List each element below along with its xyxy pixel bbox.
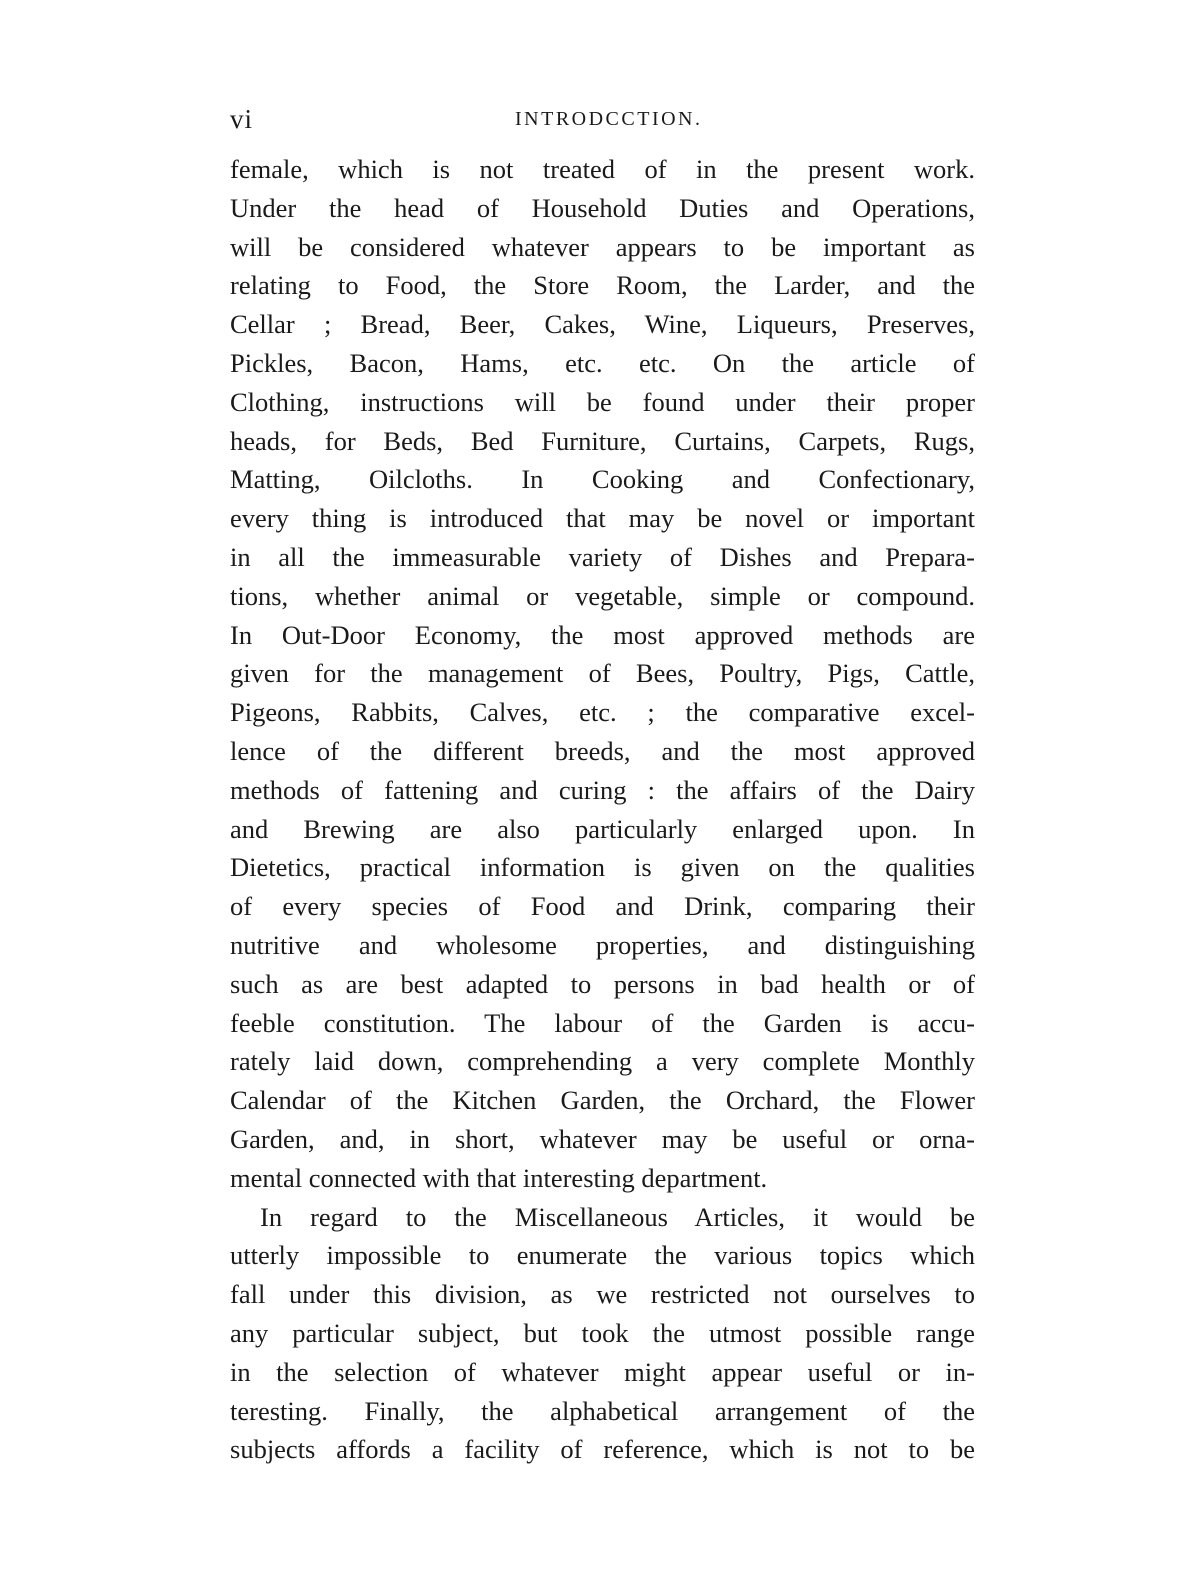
- text-line: mental connected with that interesting department.: [230, 1162, 768, 1193]
- body-text: [230, 150, 975, 1469]
- text-line: In regard to the Miscellaneous Articles, it would be: [260, 1201, 975, 1232]
- text-line: female, which is not treated of in the present work.: [230, 154, 975, 184]
- text-line: given for the management of Bees, Poultry, Pigs, Cattle,: [230, 658, 975, 689]
- text-line: every thing is introduced that may be novel or important: [230, 503, 975, 534]
- text-line: fall under this division, as we restricted not ourselves to: [230, 1279, 975, 1310]
- paragraph-2: [230, 1198, 975, 1470]
- text-line: rately laid down, comprehending a very complete Monthly: [230, 1046, 975, 1077]
- text-line: teresting. Finally, the alphabetical arrangement of the: [230, 1395, 975, 1426]
- page-header: [230, 104, 975, 144]
- text-line: such as are best adapted to persons in bad health or of: [230, 968, 975, 999]
- text-line: relating to Food, the Store Room, the Larder, and the: [230, 270, 975, 301]
- text-line: In Out-Door Economy, the most approved methods are: [230, 619, 975, 650]
- text-line: utterly impossible to enumerate the various topics which: [230, 1240, 975, 1271]
- text-line: Clothing, instructions will be found under their proper: [230, 386, 975, 417]
- text-line: in the selection of whatever might appear useful or in-: [230, 1356, 975, 1387]
- text-line: Pickles, Bacon, Hams, etc. etc. On the article of: [230, 347, 975, 378]
- text-line: Cellar ; Bread, Beer, Cakes, Wine, Liqueurs, Preserves,: [230, 309, 975, 340]
- text-line: any particular subject, but took the utmost possible range: [230, 1317, 975, 1348]
- text-line: subjects affords a facility of reference, which is not to be: [230, 1434, 975, 1465]
- text-line: lence of the different breeds, and the most approved: [230, 735, 975, 766]
- text-line: methods of fattening and curing : the affairs of the Dairy: [230, 774, 975, 805]
- text-line: Calendar of the Kitchen Garden, the Orchard, the Flower: [230, 1085, 975, 1116]
- text-line: Under the head of Household Duties and Operations,: [230, 192, 975, 223]
- text-line: Matting, Oilcloths. In Cooking and Confectionary,: [230, 464, 975, 495]
- text-line: in all the immeasurable variety of Dishes and Prepara-: [230, 541, 975, 572]
- text-line: Garden, and, in short, whatever may be useful or orna-: [230, 1123, 975, 1154]
- running-head: INTRODCCTION.: [515, 108, 703, 130]
- text-line: of every species of Food and Drink, comparing their: [230, 891, 975, 922]
- page-number: vi: [230, 104, 254, 134]
- text-line: Dietetics, practical information is given on the qualities: [230, 852, 975, 883]
- text-line: tions, whether animal or vegetable, simple or compound.: [230, 580, 975, 611]
- text-line: will be considered whatever appears to be important as: [230, 231, 975, 262]
- text-line: Pigeons, Rabbits, Calves, etc. ; the comparative excel-: [230, 697, 975, 728]
- text-line: heads, for Beds, Bed Furniture, Curtains, Carpets, Rugs,: [230, 425, 975, 456]
- text-line: feeble constitution. The labour of the Garden is accu-: [230, 1007, 975, 1038]
- text-line: nutritive and wholesome properties, and distinguishing: [230, 929, 975, 960]
- paragraph-1: [230, 150, 975, 1198]
- text-line: and Brewing are also particularly enlarged upon. In: [230, 813, 975, 844]
